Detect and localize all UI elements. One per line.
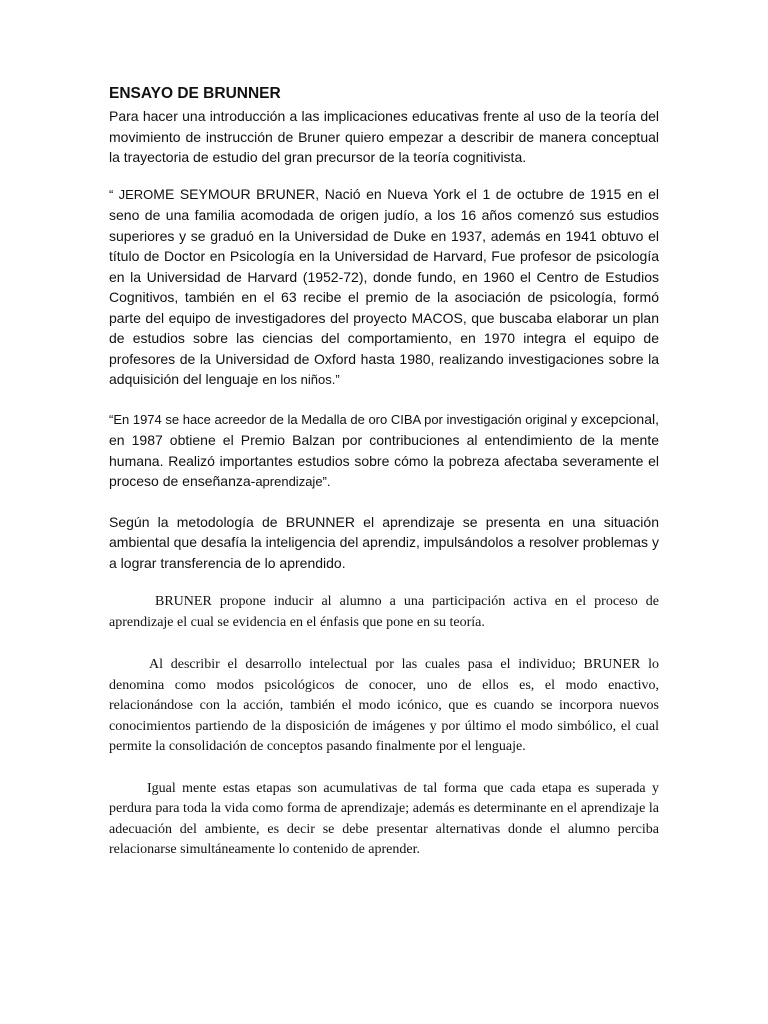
intro-paragraph: Para hacer una introducción a las implicaciones educativas frente al uso de la teoría del movimiento de instrucción de Bruner quiero empezar a describir de manera conceptual la trayectoria de estudio del gran precursor de la teoría cognitivista. <box>109 108 659 165</box>
biography-paragraph <box>109 184 659 391</box>
document-title: ENSAYO DE BRUNNER <box>109 85 281 102</box>
award-quote-close: aprendizaje”. <box>255 474 331 489</box>
award-text: excepcional, en 1987 obtiene el Premio Balzan por contribuciones al entendimiento de la mente humana. Realizó importantes estudios sobre cómo la pobreza afectaba severamente el proceso de enseñanza- <box>109 410 659 489</box>
award-quote-open: “En 1974 se hace acreedor de la Medalla de oro CIBA por investigación original y <box>109 411 578 427</box>
stages-paragraph: Igual mente estas etapas son acumulativas de tal forma que cada etapa es superada y perdura para toda la vida como forma de aprendizaje; además es determinante en el aprendizaje la adecuación del ambiente, es decir se debe presentar alternativas donde el alumno perciba relacionarse simultáneamente lo contenido de aprender. <box>109 780 659 857</box>
biography-quote-close: en los niños.” <box>262 372 340 387</box>
award-paragraph <box>109 409 659 493</box>
modes-paragraph: Al describir el desarrollo intelectual por las cuales pasa el individuo; BRUNER lo denomina como modos psicológicos de conocer, uno de ellos es, el modo enactivo, relacionándose con la acción, también el modo icónico, que es cuando se incorpora nuevos conocimientos partiendo de la disposición de imágenes y por último el modo simbólico, el cual permite la consolidación de conceptos pasando finalmente por el lenguaje. <box>109 657 659 754</box>
document-page <box>109 84 659 861</box>
methodology-paragraph: Según la metodología de BRUNNER el aprendizaje se presenta en una situación ambiental que desafía la inteligencia del aprendiz, impulsándolos a resolver problemas y a lograr transferencia de lo aprendido. <box>109 513 659 571</box>
proposal-paragraph: BRUNER propone inducir al alumno a una participación activa en el proceso de aprendizaje el cual se evidencia en el énfasis que pone en su teoría. <box>109 594 659 630</box>
biography-quote-open: “ JERO <box>109 186 154 202</box>
biography-text: ME SEYMOUR BRUNER, Nació en Nueva York el 1 de octubre de 1915 en el seno de una familia acomodada de origen judío, a los 16 años comenzó sus estudios superiores y se graduó en la Universidad de Duke en 1937, además en 1941 obtuvo el título de Doctor en Psicología en la Universidad de Harvard, Fue profesor de psicología en la Universidad de Harvard (1952-72), donde fundo, en 1960 el Centro de Estudios Cognitivos, también en el 63 recibe el premio de la asociación de psicología, formó parte del equipo de investigadores del proyecto MACOS, que buscaba elaborar un plan de estudios sobre las ciencias del comportamiento, en 1970 integra el equipo de profesores de la Universidad de Oxford hasta 1980, realizando investigaciones sobre la adquisición del lenguaje <box>109 185 659 387</box>
